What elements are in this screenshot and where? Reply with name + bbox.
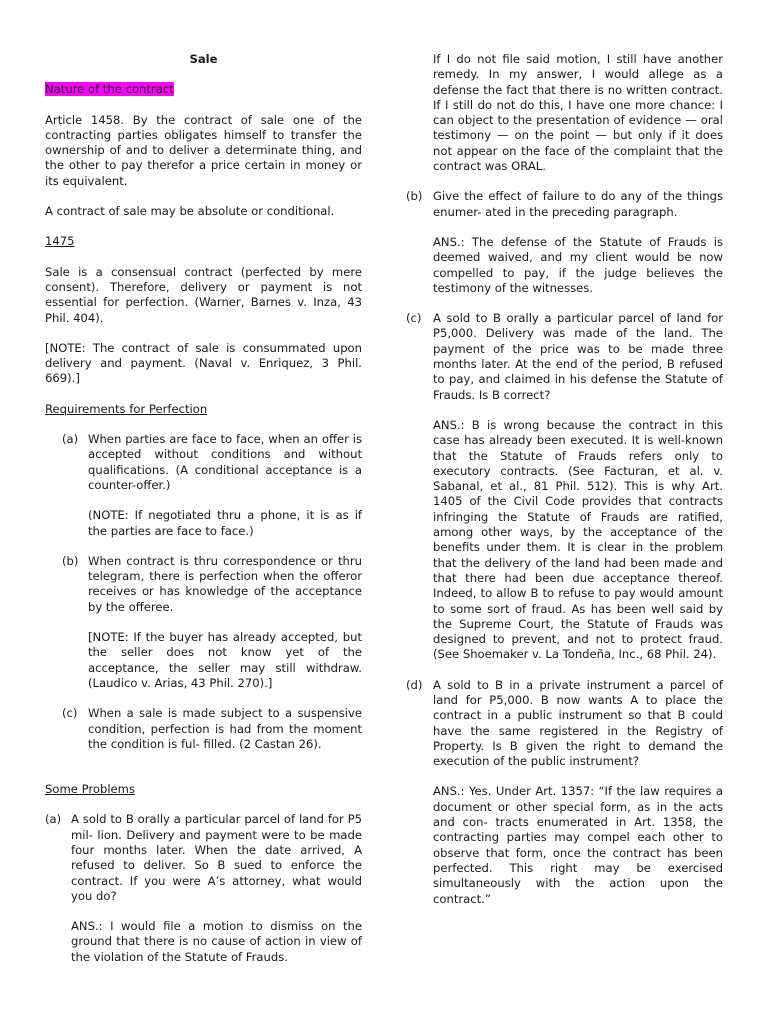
highlighted-heading: Nature of the contract [45, 82, 174, 97]
problem-d [406, 678, 723, 907]
requirements-heading: Requirements for Perfection [45, 401, 208, 416]
item-note: (NOTE: If negotiated thru a phone, it is as if the parties are face to face.) [88, 508, 362, 538]
item-answer: ANS.: Yes. Under Art. 1357: “If the law requires a document or other special form, as in the acts and con- tracts enumerated in Art. 1358, the contracting parties may compel each other to observe that form, once the contract has been perfected. This right may be exercised simultaneously with the action upon the contract.” [433, 784, 723, 906]
item-body [433, 678, 723, 907]
item-question: A sold to B in a private instrument a parcel of land for P5,000. B now wants A to place the contract in a public instrument so that B could have the same registered in the Registry of Property. Is B given the right to demand the execution of the public instrument? [433, 677, 723, 769]
item-label: (c) [406, 311, 422, 326]
item-question: A sold to B orally a particular parcel of land for P5 mil- lion. Delivery and payment were to be made four months later. When the date arrived, A refused to deliver. So B sued to enforce the contract. If you were A’s attorney, what would you do? [71, 812, 362, 903]
item-answer: ANS.: The defense of the Statute of Frauds is deemed waived, and my client would be now compelled to pay, if the judge believes the testimony of the witnesses. [433, 234, 723, 295]
requirement-a [62, 432, 362, 539]
problem-c [406, 311, 723, 663]
left-column [45, 52, 362, 965]
continued-text: If I do not file said motion, I still have another remedy. In my answer, I would allege as a defense the fact that there is no written contract. If I still do not do this, I have one more chance: I can object to the presentation of evidence — oral testimony — on the point — but only if it does not appear on the face of the complaint that the contract was ORAL. [433, 52, 723, 174]
item-body [433, 311, 723, 663]
page-title: Sale [189, 52, 218, 66]
item-note: [NOTE: If the buyer has already accepted, but the seller does not know yet of the acceptance, the seller may still withdraw. (Laudico v. Arias, 43 Phil. 270).] [88, 630, 362, 690]
item-label: (b) [406, 189, 423, 204]
item-body [433, 52, 723, 174]
item-label: (c) [62, 706, 78, 721]
item-label: (a) [45, 812, 62, 827]
item-body [88, 554, 362, 691]
item-label: (a) [62, 432, 79, 447]
consensual-text: Sale is a consensual contract (perfected by mere consent). Therefore, delivery or payment is not essential for perfection. (Warner, Barnes v. Inza, 43 Phil. 404). [45, 264, 362, 325]
item-question: Give the effect of failure to do any of the things enumer- ated in the preceding paragraph. [433, 189, 723, 219]
problems-heading: Some Problems [45, 782, 136, 797]
article-1458: Article 1458. By the contract of sale one of the contracting parties obligates himself to transfer the ownership of and to deliver a determinate thing, and the other to pay therefor a price certain in money or its equivalent. [45, 112, 362, 188]
item-answer: ANS.: I would file a motion to dismiss on the ground that there is no cause of action in view of the violation of the Statute of Frauds. [71, 919, 362, 964]
item-question: A sold to B orally a particular parcel of land for P5,000. Delivery was made of the land. The payment of the price was to be made three months later. At the end of the period, B refused to pay, and claimed in his defense the Statute of Frauds. Is B correct? [433, 311, 723, 402]
item-text: When contract is thru correspondence or thru telegram, there is perfection when the offeror receives or has knowledge of the acceptance by the offeree. [88, 553, 362, 614]
item-label: (b) [62, 553, 79, 568]
requirement-b [62, 554, 362, 691]
item-body [71, 812, 362, 965]
problem-b [406, 189, 723, 296]
problem-a-continued [406, 52, 723, 174]
absolute-conditional-text: A contract of sale may be absolute or conditional. [45, 204, 335, 219]
article-1475-label: 1475 [45, 234, 75, 249]
item-answer: ANS.: B is wrong because the contract in this case has already been executed. It is well-known that the Statute of Frauds refers only to executory contracts. (See Facturan, et al. v. Sabanal, et al., 81 Phil. 512). This is why Art. 1405 of the Civil Code provides that contracts infringing the Statute of Frauds are ratified, among other ways, by the acceptance of the benefits under them. It is clear in the problem that the delivery of the land had been made and that there had been due acceptance thereof. Indeed, to allow B to refuse to pay would amount to some sort of fraud. As has been well said by the Supreme Court, the Statute of Frauds was designed to prevent, and not to protect fraud. (See Shoemaker v. La Tondeña, Inc., 68 Phil. 24). [433, 417, 723, 662]
item-body [433, 189, 723, 296]
item-label: (d) [406, 677, 423, 692]
note-consummated: [NOTE: The contract of sale is consummated upon delivery and payment. (Naval v. Enriquez, 3 Phil. 669).] [45, 340, 362, 386]
item-body [88, 432, 362, 539]
right-column [406, 52, 723, 907]
item-body [88, 706, 362, 752]
problem-a [45, 812, 362, 965]
item-text: When a sale is made subject to a suspensive condition, perfection is had from the moment the condition is ful- filled. (2 Castan 26). [88, 706, 362, 751]
item-text: When parties are face to face, when an offer is accepted without conditions and without qualifications. (A conditional acceptance is a counter-offer.) [88, 432, 362, 492]
section-heading [45, 82, 362, 97]
requirement-c [62, 706, 362, 752]
